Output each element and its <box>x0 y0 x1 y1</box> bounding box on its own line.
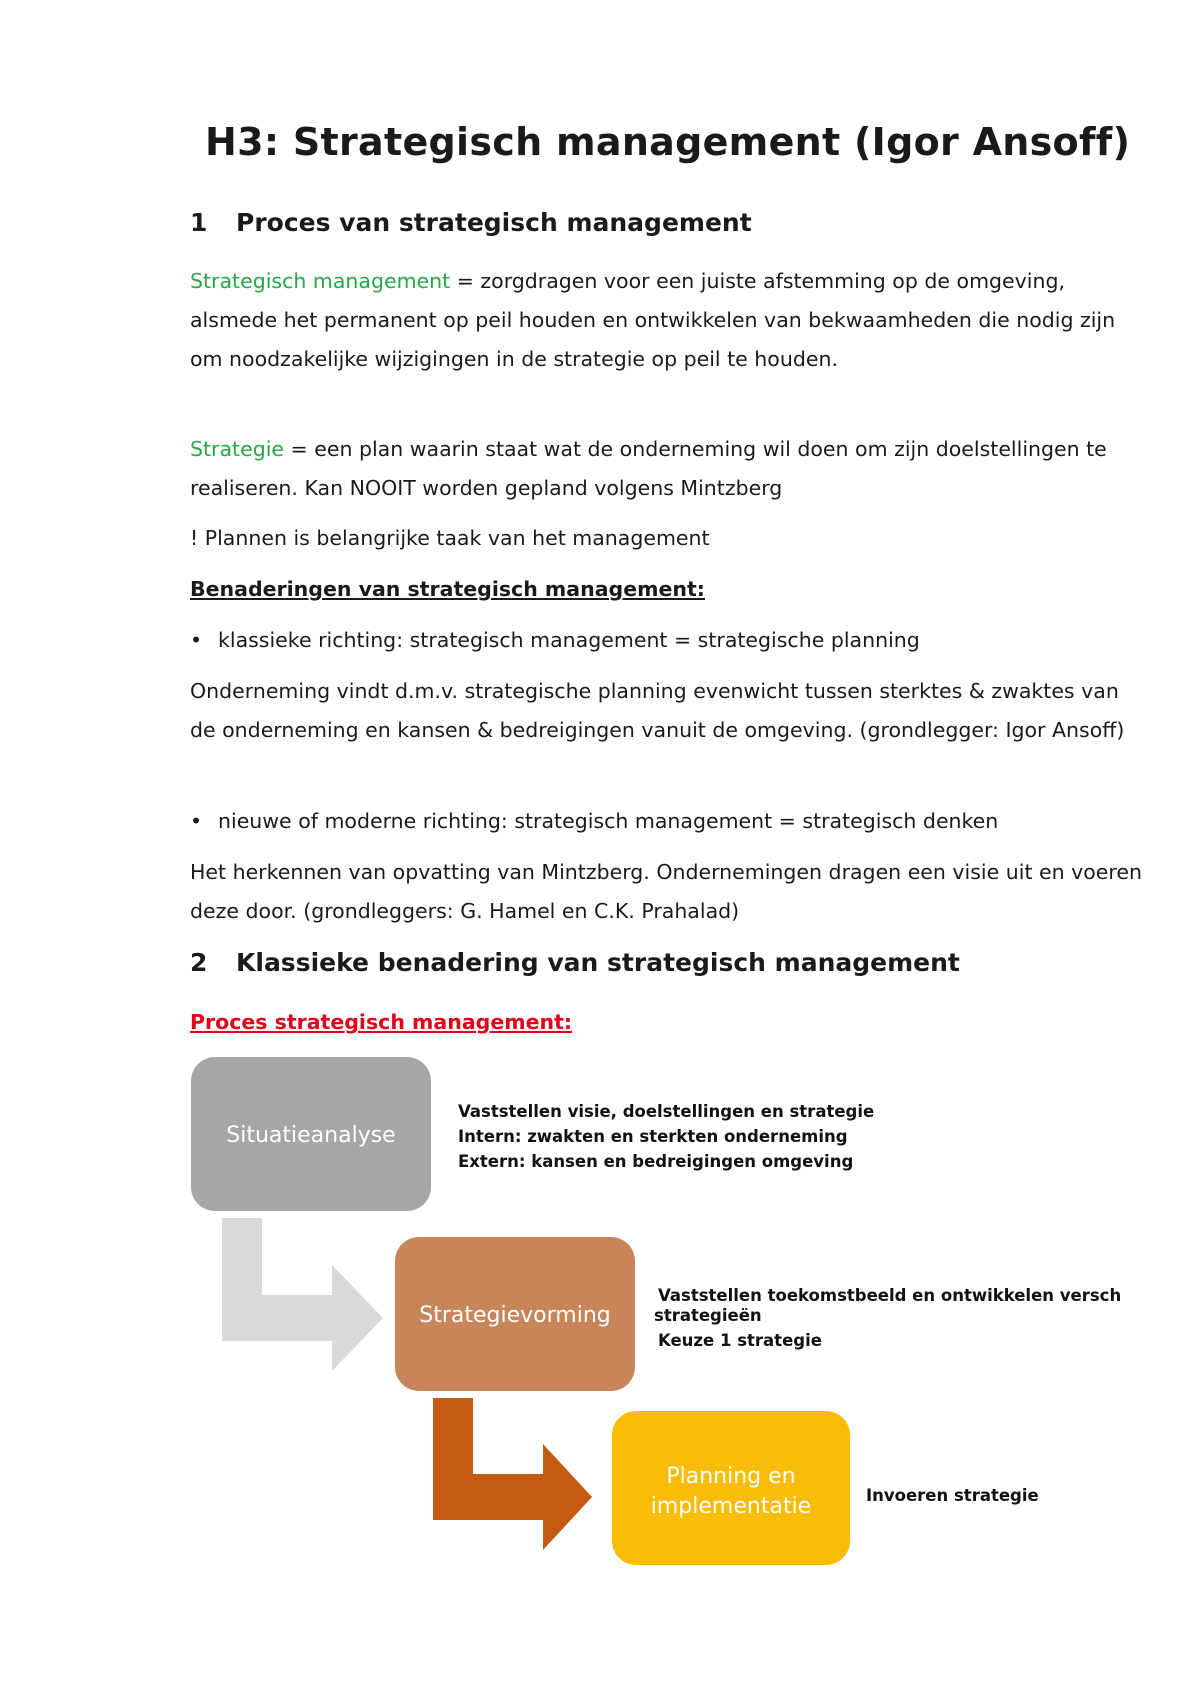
paragraph-modern: Het herkennen van opvatting van Mintzberg. Ondernemingen dragen een visie uit en voeren deze door. (grondleggers: G. Hamel en C.K. Prahalad) <box>190 860 1142 923</box>
step-label-situatieanalyse: Situatieanalyse <box>226 1123 396 1148</box>
section-title: Proces van strategisch management <box>236 208 752 237</box>
approaches-heading-text: Benaderingen van strategisch management: <box>190 577 705 601</box>
bullet-text: nieuwe of moderne richting: strategisch management = strategisch denken <box>218 809 999 833</box>
page-title: H3: Strategisch management (Igor Ansoff) <box>205 120 1131 164</box>
arrow-to-strategievorming <box>222 1218 383 1371</box>
bullet-text: klassieke richting: strategisch management = strategische planning <box>218 628 920 652</box>
notes-situatieanalyse <box>458 1099 874 1174</box>
note-line: strategieën <box>654 1306 762 1325</box>
notes-strategievorming <box>654 1283 1121 1353</box>
definition-text: = zorgdragen voor een juiste afstemming op de omgeving, alsmede het permanent op peil houden en ontwikkelen van bekwaamheden die nodig zijn om noodzakelijke wijzigingen in de strategie op peil te houden. <box>190 269 1116 371</box>
section-number: 2 <box>190 948 208 977</box>
note-line: Extern: kansen en bedreigingen omgeving <box>458 1152 854 1171</box>
section-title: Klassieke benadering van strategisch management <box>236 948 960 977</box>
process-heading-text: Proces strategisch management: <box>190 1010 573 1034</box>
section-number: 1 <box>190 208 208 237</box>
paragraph-klassiek: Onderneming vindt d.m.v. strategische planning evenwicht tussen sterktes & zwaktes van de onderneming en kansen & bedreigingen vanuit de omgeving. (grondlegger: Igor Ansoff) <box>190 679 1125 742</box>
step-label-planning-line1: Planning en <box>666 1464 796 1489</box>
note-line: Keuze 1 strategie <box>658 1331 822 1350</box>
arrow-to-planning <box>433 1398 592 1550</box>
bullet-icon: • <box>190 628 203 652</box>
note-paragraph: ! Plannen is belangrijke taak van het management <box>190 526 710 550</box>
step-label-strategievorming: Strategievorming <box>419 1303 611 1328</box>
note-line: Vaststellen visie, doelstellingen en strategie <box>458 1102 875 1121</box>
definition-text: = een plan waarin staat wat de onderneming wil doen om zijn doelstellingen te realiseren. Kan NOOIT worden gepland volgens Mintzberg <box>190 437 1107 500</box>
term-strategie: Strategie <box>190 437 285 461</box>
note-line: Vaststellen toekomstbeeld en ontwikkelen versch <box>658 1286 1122 1305</box>
term-strategisch-management: Strategisch management <box>190 269 451 293</box>
note-line: Invoeren strategie <box>866 1486 1039 1505</box>
note-line: Intern: zwakten en sterkten onderneming <box>458 1127 848 1146</box>
notes-planning <box>866 1483 1039 1508</box>
bullet-icon: • <box>190 809 203 833</box>
step-label-planning-line2: implementatie <box>650 1494 812 1519</box>
